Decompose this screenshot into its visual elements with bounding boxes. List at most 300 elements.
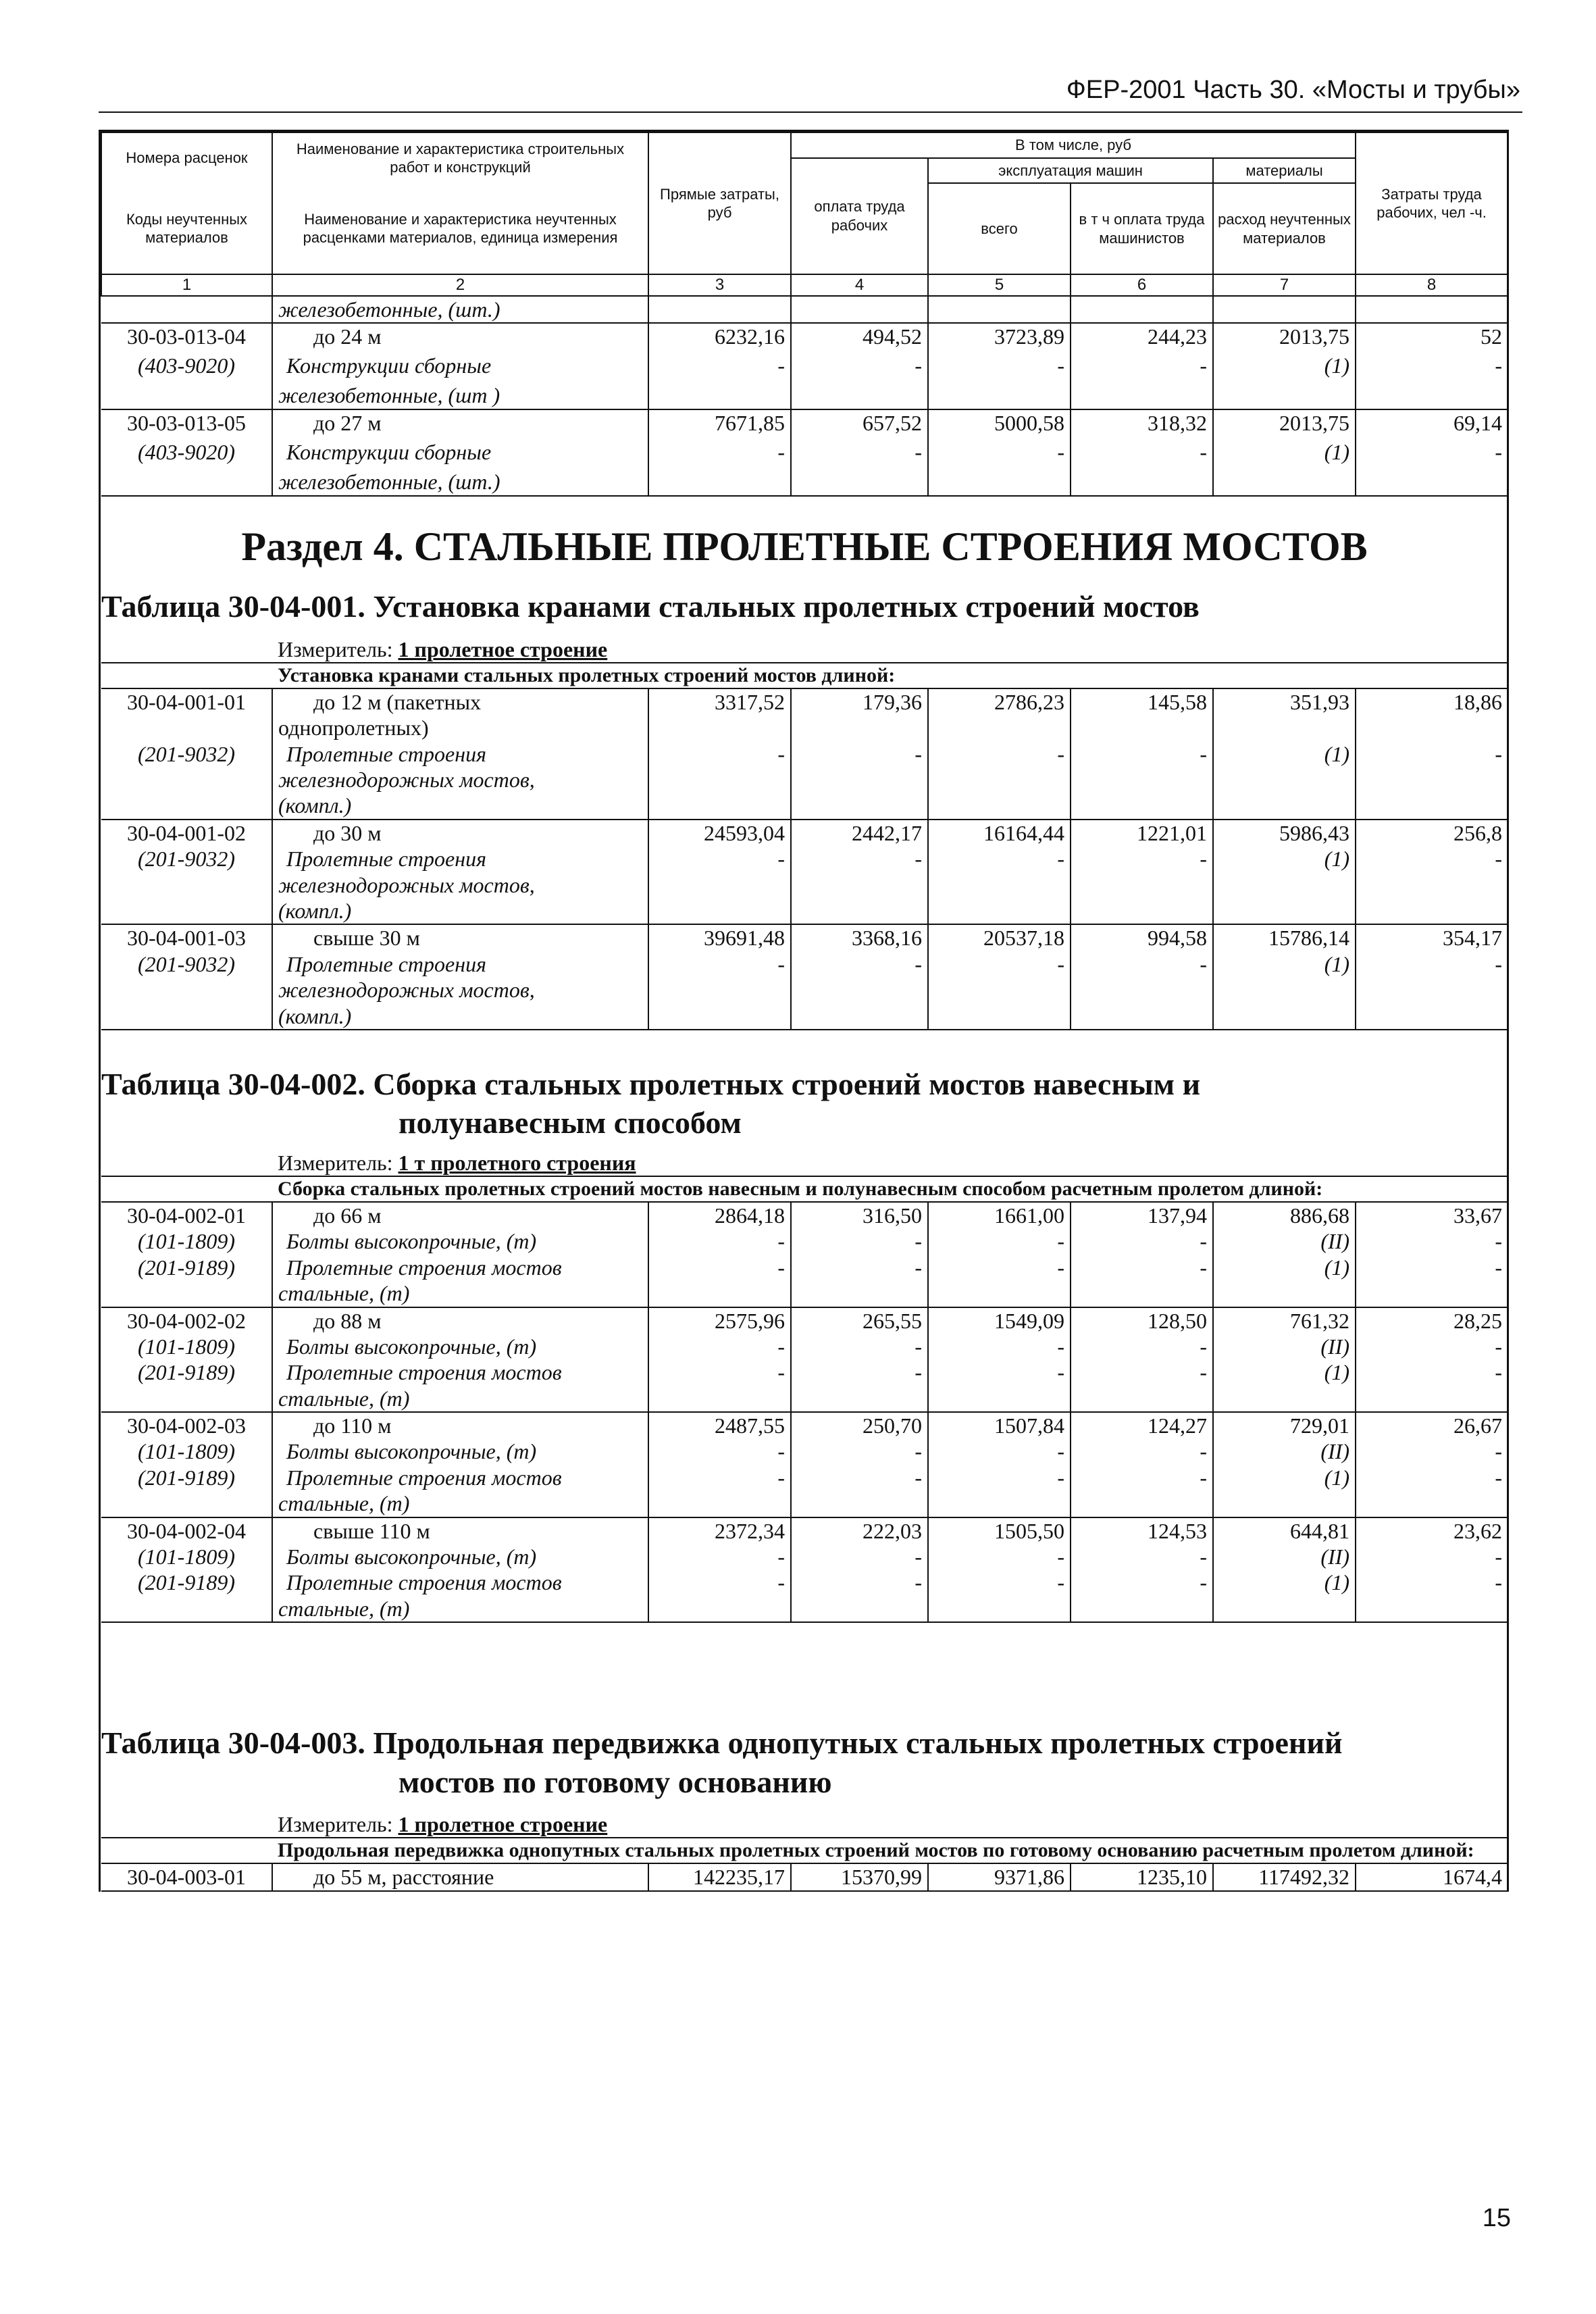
material-value: (II)	[1213, 1438, 1356, 1464]
direct-cost: 6232,16	[648, 323, 791, 353]
table-cell	[648, 1280, 791, 1307]
col-num-7: 7	[1213, 274, 1356, 296]
table-cell	[101, 1280, 272, 1307]
material-code: (201-9032)	[101, 846, 272, 872]
table-30-04-002-title: Таблица 30-04-002. Сборка стальных пролетных строений мостов навесным и полунавесным способом	[101, 1066, 1201, 1140]
hdr-including: В том числе, руб	[791, 132, 1356, 158]
operators-wages	[1071, 715, 1213, 740]
hdr-material-codes: Коды неучтенных материалов	[101, 183, 272, 274]
material-value: -	[648, 1228, 791, 1254]
operators-wages: 145,58	[1071, 688, 1213, 715]
material-code: (201-9189)	[101, 1255, 272, 1280]
material-name: (компл.)	[272, 1003, 648, 1030]
hdr-operators-wages: в т ч оплата труда машинистов	[1071, 183, 1213, 274]
table-cell	[791, 1386, 928, 1412]
rate-code: 30-04-001-01	[101, 688, 272, 715]
table-row	[101, 872, 1508, 898]
materials: 2013,75	[1213, 323, 1356, 353]
rate-code: 30-03-013-05	[101, 409, 272, 439]
materials: 351,93	[1213, 688, 1356, 715]
material-code	[101, 1003, 272, 1030]
running-title: ФЕР-2001 Часть 30. «Мосты и трубы»	[1066, 76, 1520, 104]
direct-cost: 3317,52	[648, 688, 791, 715]
rate-name: до 24 м	[272, 323, 648, 353]
material-value: -	[791, 1465, 928, 1490]
rate-code: 30-04-002-03	[101, 1412, 272, 1438]
table-row	[101, 741, 1508, 767]
table-row	[101, 1307, 1508, 1334]
material-value: -	[928, 1544, 1071, 1569]
material-value: -	[791, 1228, 928, 1254]
material-value	[648, 898, 791, 924]
labor: 256,8	[1453, 820, 1503, 845]
material-value	[791, 872, 928, 898]
material-value	[1071, 767, 1213, 793]
table-cell	[648, 1386, 791, 1412]
material-name: Болты высокопрочные, (т)	[272, 1334, 648, 1359]
operators-wages: 1235,10	[1071, 1863, 1213, 1890]
machines-total: 16164,44	[928, 820, 1071, 846]
material-value: (1)	[1213, 1255, 1356, 1280]
labor: 354,17	[1443, 926, 1503, 951]
material-value: -	[791, 439, 928, 469]
material-name: железнодорожных мостов,	[272, 767, 648, 793]
table-cell	[648, 1490, 791, 1517]
table-row	[101, 1003, 1508, 1030]
material-value: -	[928, 1465, 1071, 1490]
material-value: -	[1495, 847, 1503, 872]
material-value	[1213, 898, 1356, 924]
machines-total: 2786,23	[928, 688, 1071, 715]
material-value: -	[791, 741, 928, 767]
table-row	[101, 1386, 1508, 1412]
machines-total: 3723,89	[928, 323, 1071, 353]
section-title: Раздел 4. СТАЛЬНЫЕ ПРОЛЕТНЫЕ СТРОЕНИЯ МОСТОВ	[241, 524, 1368, 570]
material-value: -	[648, 1544, 791, 1569]
machines-total: 1505,50	[928, 1517, 1071, 1544]
table-row	[101, 951, 1508, 977]
machines-total: 1661,00	[928, 1202, 1071, 1228]
material-value	[791, 1003, 928, 1030]
hdr-machines: эксплуатация машин	[928, 158, 1213, 184]
col-num-6: 6	[1071, 274, 1213, 296]
material-value: -	[648, 741, 791, 767]
materials: 117492,32	[1213, 1863, 1356, 1890]
material-use: (1)	[1213, 353, 1356, 382]
rate-code: 30-04-001-02	[101, 820, 272, 846]
material-value	[648, 793, 791, 819]
table-cell	[928, 1280, 1071, 1307]
measure-unit: Измеритель: 1 пролетное строение	[278, 636, 608, 661]
table-row	[101, 1438, 1508, 1464]
operators-wages: 137,94	[1071, 1202, 1213, 1228]
table-cell	[791, 1596, 928, 1622]
wages: 15370,99	[791, 1863, 928, 1890]
material-value	[1213, 1003, 1356, 1030]
wages: 2442,17	[791, 820, 928, 846]
material-value: -	[648, 1438, 791, 1464]
labor: 69,14	[1453, 411, 1503, 436]
table-cell	[928, 1596, 1071, 1622]
rate-code: 30-04-002-04	[101, 1517, 272, 1544]
material-code: (201-9189)	[101, 1465, 272, 1490]
table-row	[101, 1412, 1508, 1438]
material-value: -	[928, 1569, 1071, 1595]
rates-table-frame	[99, 130, 1509, 1892]
material-value	[791, 977, 928, 1003]
material-name: Конструкции сборные	[272, 353, 648, 382]
measure-unit: Измеритель: 1 пролетное строение	[278, 1811, 608, 1836]
table-cell	[1356, 1386, 1508, 1412]
material-value	[1071, 977, 1213, 1003]
material-name: стальные, (т)	[272, 1596, 648, 1622]
material-value	[648, 1003, 791, 1030]
material-value: (1)	[1213, 846, 1356, 872]
material-value: -	[1495, 1570, 1503, 1595]
material-value	[928, 872, 1071, 898]
table-cell	[928, 1386, 1071, 1412]
material-value: -	[928, 353, 1071, 382]
material-value: (1)	[1213, 951, 1356, 977]
table-cell	[101, 1596, 272, 1622]
material-code: (101-1809)	[101, 1228, 272, 1254]
material-value: -	[1495, 440, 1503, 465]
material-value	[1356, 1003, 1508, 1030]
table-row	[101, 1202, 1508, 1228]
material-value: (1)	[1213, 1359, 1356, 1385]
material-value: -	[791, 1334, 928, 1359]
labor: 26,67	[1453, 1413, 1503, 1438]
rate-name: до 66 м	[272, 1202, 648, 1228]
material-value: -	[791, 353, 928, 382]
material-name: железнодорожных мостов,	[272, 872, 648, 898]
labor: 23,62	[1453, 1518, 1503, 1543]
labor: 33,67	[1453, 1203, 1503, 1228]
table-cell	[648, 1596, 791, 1622]
table-row	[101, 1517, 1508, 1544]
material-value	[1356, 767, 1508, 793]
page-number: 15	[1482, 2204, 1511, 2232]
material-value: -	[928, 439, 1071, 469]
table-cell	[1213, 1386, 1356, 1412]
material-value: -	[1071, 1438, 1213, 1464]
material-name: Конструкции сборные	[272, 439, 648, 469]
material-value: -	[928, 1228, 1071, 1254]
material-code: (101-1809)	[101, 1544, 272, 1569]
material-code: (201-9032)	[101, 951, 272, 977]
material-value	[1213, 767, 1356, 793]
table-30-04-001-subtitle: Установка кранами стальных пролетных строений мостов длиной:	[278, 663, 896, 686]
table-row	[101, 977, 1508, 1003]
table-cell	[1356, 1596, 1508, 1622]
material-code	[101, 793, 272, 819]
table-cell	[1213, 1280, 1356, 1307]
table-row	[101, 820, 1508, 846]
hdr-work-name: Наименование и характеристика строительных работ и конструкций	[272, 132, 648, 183]
material-value	[1213, 872, 1356, 898]
table-cell	[1071, 1280, 1213, 1307]
material-value: (II)	[1213, 1544, 1356, 1569]
material-value	[648, 977, 791, 1003]
table-30-04-003-subtitle: Продольная передвижка однопутных стальных пролетных строений мостов по готовому основанию расчетным пролетом длиной:	[278, 1839, 1474, 1862]
direct-cost: 24593,04	[648, 820, 791, 846]
material-name: стальные, (т)	[272, 1386, 648, 1412]
wages: 494,52	[791, 323, 928, 353]
table-cell	[1356, 1280, 1508, 1307]
table-row	[101, 924, 1508, 951]
operators-wages: 244,23	[1071, 323, 1213, 353]
material-name: Болты высокопрочные, (т)	[272, 1544, 648, 1569]
material-code: (201-9032)	[101, 741, 272, 767]
direct-cost: 2864,18	[648, 1202, 791, 1228]
materials: 15786,14	[1213, 924, 1356, 951]
direct-cost: 2575,96	[648, 1307, 791, 1334]
rate-name: до 55 м, расстояние	[272, 1863, 648, 1890]
material-value: -	[1495, 1465, 1503, 1490]
material-name: Пролетные строения	[272, 846, 648, 872]
material-value: -	[1495, 1439, 1503, 1464]
operators-wages: 124,53	[1071, 1517, 1213, 1544]
material-name: стальные, (т)	[272, 1280, 648, 1307]
materials	[1213, 715, 1356, 740]
material-value: -	[1071, 439, 1213, 469]
wages: 3368,16	[791, 924, 928, 951]
material-value: -	[928, 1255, 1071, 1280]
wages: 250,70	[791, 1412, 928, 1438]
labor: 28,25	[1453, 1308, 1503, 1333]
material-value: -	[1495, 353, 1503, 378]
material-value: -	[648, 439, 791, 469]
table-row	[101, 1334, 1508, 1359]
material-value	[928, 898, 1071, 924]
material-name: Пролетные строения	[272, 951, 648, 977]
machines-total: 5000,58	[928, 409, 1071, 439]
hdr-materials: материалы	[1213, 158, 1356, 184]
material-value	[1356, 872, 1508, 898]
table-row	[101, 1228, 1508, 1254]
rate-code: 30-04-002-02	[101, 1307, 272, 1334]
table-cell	[791, 1280, 928, 1307]
material-value: -	[648, 846, 791, 872]
material-name: железобетонные, (шт )	[272, 382, 648, 409]
material-value: -	[1495, 1544, 1503, 1569]
measure-unit: Измеритель: 1 т пролетного строения	[278, 1150, 636, 1175]
table-cell	[1071, 1490, 1213, 1517]
material-value: -	[1495, 1360, 1503, 1385]
direct-cost: 2372,34	[648, 1517, 791, 1544]
table-cell	[101, 1490, 272, 1517]
material-value	[1356, 898, 1508, 924]
material-value: -	[791, 1569, 928, 1595]
material-value	[791, 767, 928, 793]
wages: 265,55	[791, 1307, 928, 1334]
material-code: (101-1809)	[101, 1334, 272, 1359]
hdr-wages: оплата труда рабочих	[791, 158, 928, 275]
rate-name: однопролетных)	[272, 715, 648, 740]
materials: 5986,43	[1213, 820, 1356, 846]
material-value: -	[791, 1359, 928, 1385]
wages: 657,52	[791, 409, 928, 439]
material-value: -	[1071, 951, 1213, 977]
material-name: (компл.)	[272, 793, 648, 819]
operators-wages: 994,58	[1071, 924, 1213, 951]
col-num-5: 5	[928, 274, 1071, 296]
material-value: -	[648, 1465, 791, 1490]
material-value: -	[1071, 1465, 1213, 1490]
material-value	[1356, 977, 1508, 1003]
material-value	[1071, 872, 1213, 898]
material-value	[1071, 1003, 1213, 1030]
material-value	[928, 793, 1071, 819]
table-row	[101, 898, 1508, 924]
material-value: -	[648, 1255, 791, 1280]
material-value: -	[648, 1334, 791, 1359]
wages: 222,03	[791, 1517, 928, 1544]
table-row	[101, 715, 1508, 740]
material-value	[1071, 793, 1213, 819]
table-cell	[928, 1490, 1071, 1517]
material-code: (101-1809)	[101, 1438, 272, 1464]
material-value	[1071, 898, 1213, 924]
rate-code: 30-04-001-03	[101, 924, 272, 951]
operators-wages: 318,32	[1071, 409, 1213, 439]
rate-code: 30-04-003-01	[101, 1863, 272, 1890]
material-value: -	[791, 1544, 928, 1569]
labor	[1356, 715, 1508, 740]
material-value: -	[928, 1334, 1071, 1359]
material-code: (201-9189)	[101, 1359, 272, 1385]
table-cell	[1213, 1490, 1356, 1517]
material-value	[791, 898, 928, 924]
direct-cost: 2487,55	[648, 1412, 791, 1438]
rate-code	[101, 715, 272, 740]
material-use: (1)	[1213, 439, 1356, 469]
material-value: -	[1495, 951, 1503, 976]
material-name: стальные, (т)	[272, 1490, 648, 1517]
material-value	[1356, 793, 1508, 819]
col-num-2: 2	[272, 274, 648, 296]
material-name: железнодорожных мостов,	[272, 977, 648, 1003]
table-row	[101, 1280, 1508, 1307]
col-num-1: 1	[101, 274, 272, 296]
table-row	[101, 1255, 1508, 1280]
materials: 761,32	[1213, 1307, 1356, 1334]
labor: 18,86	[1453, 689, 1503, 714]
material-value: (1)	[1213, 741, 1356, 767]
operators-wages: 128,50	[1071, 1307, 1213, 1334]
material-code	[101, 872, 272, 898]
material-name: Пролетные строения мостов	[272, 1359, 648, 1385]
col-num-8: 8	[1356, 274, 1508, 296]
material-value	[1213, 793, 1356, 819]
operators-wages: 1221,01	[1071, 820, 1213, 846]
wages: 316,50	[791, 1202, 928, 1228]
materials: 729,01	[1213, 1412, 1356, 1438]
header-rule	[99, 111, 1522, 113]
material-value: -	[791, 1255, 928, 1280]
material-value: -	[1071, 1255, 1213, 1280]
material-name: (компл.)	[272, 898, 648, 924]
col-num-4: 4	[791, 274, 928, 296]
material-value: -	[928, 1359, 1071, 1385]
table-row	[101, 1465, 1508, 1490]
material-value: (II)	[1213, 1228, 1356, 1254]
material-value: -	[1071, 741, 1213, 767]
material-value: -	[928, 1438, 1071, 1464]
hdr-direct-costs: Прямые затраты, руб	[648, 132, 791, 274]
table-row	[101, 793, 1508, 819]
table-cell	[1071, 1596, 1213, 1622]
material-name: Пролетные строения мостов	[272, 1569, 648, 1595]
material-value: -	[1071, 1359, 1213, 1385]
carry-over-text: железобетонные, (шт.)	[272, 296, 648, 323]
material-value	[928, 767, 1071, 793]
rate-name: свыше 110 м	[272, 1517, 648, 1544]
hdr-rate-numbers: Номера расценок	[101, 132, 272, 183]
rate-code: 30-04-002-01	[101, 1202, 272, 1228]
material-name: Пролетные строения	[272, 741, 648, 767]
materials: 886,68	[1213, 1202, 1356, 1228]
table-row	[101, 1569, 1508, 1595]
table-row	[101, 688, 1508, 715]
hdr-material-names: Наименование и характеристика неучтенных расценками материалов, единица измерения	[272, 183, 648, 274]
material-value	[791, 793, 928, 819]
material-value: -	[648, 951, 791, 977]
rate-code: 30-03-013-04	[101, 323, 272, 353]
hdr-labor: Затраты труда рабочих, чел -ч.	[1356, 132, 1508, 274]
rate-name: до 30 м	[272, 820, 648, 846]
materials: 644,81	[1213, 1517, 1356, 1544]
material-value: -	[791, 846, 928, 872]
material-name: железобетонные, (шт.)	[272, 469, 648, 496]
labor: 1674,4	[1443, 1865, 1503, 1890]
material-code	[101, 767, 272, 793]
material-value: -	[648, 1359, 791, 1385]
table-30-04-002-body	[101, 1202, 1508, 1622]
material-value	[648, 767, 791, 793]
material-value: -	[648, 353, 791, 382]
table-row	[101, 1596, 1508, 1622]
machines-total: 9371,86	[928, 1863, 1071, 1890]
machines-total: 1549,09	[928, 1307, 1071, 1334]
table-30-04-003-title: Таблица 30-04-003. Продольная передвижка однопутных стальных пролетных строений мостов по готовому основанию	[101, 1726, 1343, 1799]
machines-total: 20537,18	[928, 924, 1071, 951]
material-value: (1)	[1213, 1569, 1356, 1595]
table-row	[101, 1544, 1508, 1569]
material-name: Болты высокопрочные, (т)	[272, 1228, 648, 1254]
table-row	[101, 846, 1508, 872]
material-value	[928, 977, 1071, 1003]
rate-name: до 110 м	[272, 1412, 648, 1438]
rate-name: до 27 м	[272, 409, 648, 439]
material-value: -	[928, 846, 1071, 872]
col-num-3: 3	[648, 274, 791, 296]
table-30-04-002-subtitle: Сборка стальных пролетных строений мостов навесным и полунавесным способом расчетным пролетом длиной:	[278, 1177, 1323, 1200]
material-value: -	[1071, 1334, 1213, 1359]
material-value	[1213, 977, 1356, 1003]
wages: 179,36	[791, 688, 928, 715]
direct-cost: 142235,17	[648, 1863, 791, 1890]
table-cell	[791, 1490, 928, 1517]
table-row	[101, 1359, 1508, 1385]
table-30-04-001-body	[101, 688, 1508, 1030]
direct-cost: 7671,85	[648, 409, 791, 439]
direct-cost: 39691,48	[648, 924, 791, 951]
material-value: -	[928, 951, 1071, 977]
rate-name: до 12 м (пакетных	[272, 688, 648, 715]
table-cell	[101, 1386, 272, 1412]
machines-total	[928, 715, 1071, 740]
